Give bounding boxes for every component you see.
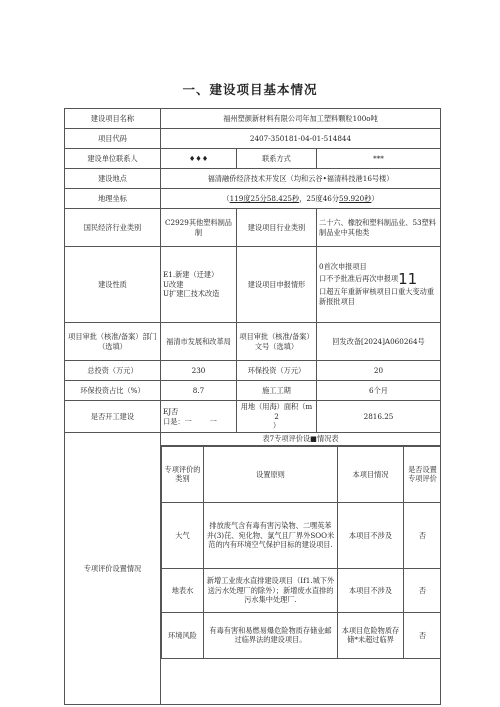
table-row — [162, 502, 441, 568]
page-title: 一、建设项目基本情况 — [182, 82, 318, 97]
value-location: 福清融侨经济技术开发区（均和云谷•福清科技港16号楼） — [161, 169, 441, 189]
header-principle: 设置原则 — [204, 446, 338, 502]
special-eval-cell — [161, 433, 441, 705]
coords-pre: （ — [222, 193, 230, 203]
value-declaration — [317, 247, 441, 323]
nature-option-rebuild: U改建 — [163, 279, 184, 289]
row-situation: 本项目不涉及 — [338, 568, 404, 612]
row-set: 否 — [404, 502, 441, 568]
label-env-investment: 环保投资（万元） — [237, 361, 317, 381]
value-phone: *** — [317, 149, 441, 169]
label-project-name: 建设项目名称 — [65, 109, 161, 129]
label-contact: 建设单位联系人 — [65, 149, 161, 169]
label-special: 专项评价设置情况 — [65, 433, 161, 705]
row-location — [65, 169, 441, 189]
special-eval-table — [161, 446, 441, 659]
declaration-first: 0首次申报项目 — [319, 262, 367, 272]
value-project-name: 福州塑颜新材料有限公司年加工塑料颗粒100o吨 — [161, 109, 441, 129]
subtable-caption: 表7专项评价设■情况表 — [161, 433, 440, 446]
declaration-mark: 11 — [398, 270, 418, 289]
declaration-resubmit: 口不予批准后再次申报项11 — [319, 270, 418, 289]
label-project-industry: 建设项目行业类别 — [237, 209, 317, 247]
label-coords: 地理坐标 — [65, 189, 161, 209]
row-approval — [65, 323, 441, 361]
value-contact: ♦♦♦ — [161, 149, 237, 169]
table-row — [162, 612, 441, 658]
label-industry: 国民经济行业类别 — [65, 209, 161, 247]
row-type: 地表水 — [162, 568, 204, 612]
row-investment — [65, 361, 441, 381]
label-investment: 总投资（万元） — [65, 361, 161, 381]
row-set: 否 — [404, 612, 441, 658]
header-set: 是否设置专项评价 — [404, 446, 441, 502]
label-location: 建设地点 — [65, 169, 161, 189]
label-approval-dept: 项目审批（核准/备案）部门（选填） — [65, 323, 161, 361]
nature-option-expand: U扩建匚技术改造 — [163, 289, 220, 299]
value-project-industry: 二十六、橡胶和塑料制品业、53塑料制品业中其他类 — [317, 209, 441, 247]
subtable-header — [162, 446, 441, 502]
row-nature — [65, 247, 441, 323]
row-special — [65, 433, 441, 705]
row-situation: 本项目不涉及 — [338, 502, 404, 568]
row-situation: 本项目危险物质存储*未超过临界 — [338, 612, 404, 658]
value-started: EJ否 口是：一 一 — [161, 401, 237, 433]
value-env-ratio: 8.7 — [161, 381, 237, 401]
row-industry — [65, 209, 441, 247]
label-approval-no: 项目审批（核准/备案）文号（选填） — [237, 323, 317, 361]
row-principle: 排放废气含有毒有害污染物、二嘿英苯并(3)芘、宛化物、氯气且厂界外SOO米范的内有环境空气保护目标的建设项目. — [204, 502, 338, 568]
coords-post: ） — [371, 193, 379, 203]
row-coords — [65, 189, 441, 209]
label-duration: 施工工期 — [237, 381, 317, 401]
value-env-investment: 20 — [317, 361, 441, 381]
label-phone: 联系方式 — [237, 149, 317, 169]
coords-longitude: 119度25分58.425秒 — [229, 193, 300, 203]
label-nature: 建设性质 — [65, 247, 161, 323]
row-type: 环境风险 — [162, 612, 204, 658]
value-investment: 230 — [161, 361, 237, 381]
row-principle: 新增工业废水直排建设项目（If1.城下外送污水处理厂的除外）；新增废水直排的污水集中处理厂. — [204, 568, 338, 612]
coords-mid: ，25度46分 — [299, 193, 340, 203]
label-declaration: 建设项目申报情形 — [237, 247, 317, 323]
declaration-other: 口超五年重新审核项目口重大变动重新报批项目 — [319, 287, 435, 306]
value-industry: C2929其他塑料制品制 — [161, 209, 237, 247]
table-row — [162, 568, 441, 612]
value-approval-dept: 福清市发展和改革局 — [161, 323, 237, 361]
value-approval-no: 回发改备[2024]A060264号 — [317, 323, 441, 361]
row-project-name — [65, 109, 441, 129]
value-nature — [161, 247, 237, 323]
row-project-code — [65, 129, 441, 149]
label-land-area: 用地（用海）面积（m2 ） — [237, 401, 317, 433]
label-started: 是否开工建设 — [65, 401, 161, 433]
value-project-code: 2407-350181-04-01-514844 — [161, 129, 441, 149]
row-env-ratio — [65, 381, 441, 401]
label-project-code: 项目代码 — [65, 129, 161, 149]
row-contact — [65, 149, 441, 169]
row-principle: 有毒有害和易燃易爆危险物质存储业邮过临界法的建设项目。 — [204, 612, 338, 658]
header-situation: 本项目情况 — [338, 446, 404, 502]
row-started — [65, 401, 441, 433]
project-info-table — [64, 108, 441, 705]
value-land-area: 2816.25 — [317, 401, 441, 433]
nature-option-new: E1.新建（迁建） — [163, 269, 219, 279]
row-type: 大气 — [162, 502, 204, 568]
label-env-ratio: 环保投资占比（%） — [65, 381, 161, 401]
row-set: 否 — [404, 568, 441, 612]
value-duration: 6个月 — [317, 381, 441, 401]
coords-latitude-sec: 59.920秒 — [339, 193, 372, 203]
header-type: 专项评价的类别 — [162, 446, 204, 502]
value-coords — [161, 189, 441, 209]
